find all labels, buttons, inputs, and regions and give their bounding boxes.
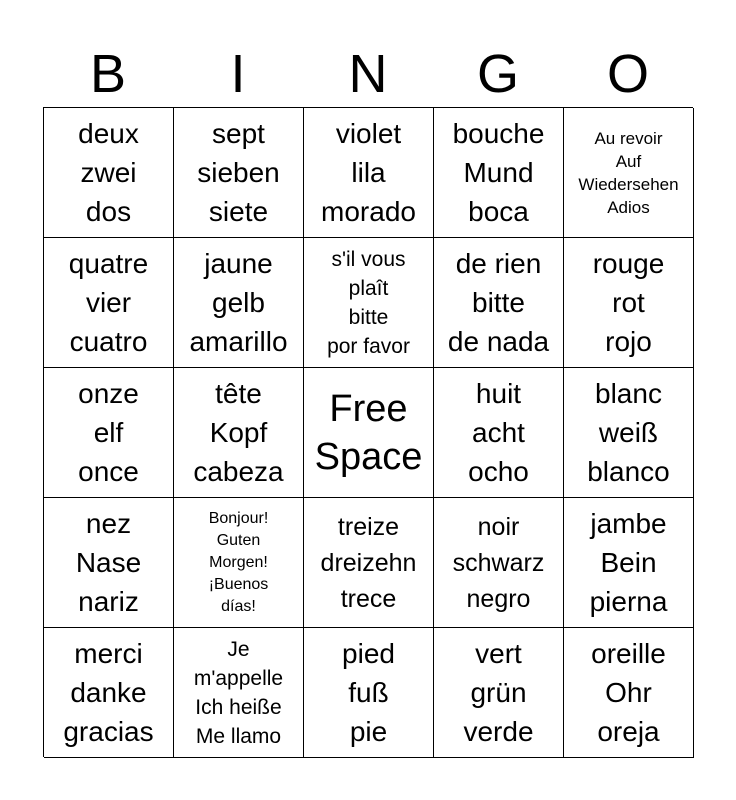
bingo-cell[interactable] [44,108,174,238]
bingo-cell-text: merci danke gracias [63,638,154,747]
bingo-cell-text: Au revoir Auf Wiedersehen Adios [578,128,679,217]
bingo-cell[interactable] [434,628,564,758]
bingo-cell-text: deux zwei dos [78,118,139,227]
bingo-cell[interactable] [564,368,694,498]
bingo-cell[interactable] [434,238,564,368]
bingo-header [43,42,693,106]
bingo-cell[interactable] [564,628,694,758]
bingo-cell[interactable] [564,238,694,368]
bingo-cell[interactable] [44,238,174,368]
bingo-cell[interactable] [44,368,174,498]
bingo-cell-text: huit acht ocho [468,378,529,487]
header-letter-b: B [89,44,127,104]
free-space-label: Free Space [314,387,423,478]
bingo-cell-text: noir schwarz negro [452,512,545,613]
bingo-cell-text: blanc weiß blanco [587,378,670,487]
bingo-cell-text: tête Kopf cabeza [193,378,284,487]
bingo-cell[interactable] [44,628,174,758]
bingo-cell[interactable] [434,498,564,628]
header-letter-o: O [606,44,649,104]
bingo-cell-text: jaune gelb amarillo [189,248,288,357]
bingo-cell[interactable] [44,498,174,628]
bingo-board [43,107,693,757]
bingo-cell[interactable] [174,368,304,498]
bingo-cell[interactable] [434,368,564,498]
bingo-cell-text: treize dreizehn trece [320,512,417,613]
bingo-cell[interactable] [174,238,304,368]
header-letter-i: I [230,44,246,104]
free-space-cell[interactable] [304,368,434,498]
bingo-cell-text: onze elf once [78,378,139,487]
bingo-cell[interactable] [304,108,434,238]
bingo-cell[interactable] [174,628,304,758]
bingo-cell-text: rouge rot rojo [592,248,665,357]
bingo-cell-text: Bonjour! Guten Morgen! ¡Buenos días! [208,509,269,615]
header-letter-n: N [348,44,388,104]
bingo-cell-text: sept sieben siete [197,118,280,227]
bingo-cell-text: violet lila morado [321,118,416,227]
bingo-cell-text: pied fuß pie [342,638,395,747]
bingo-cell-text: nez Nase nariz [75,508,142,617]
bingo-cell-text: quatre vier cuatro [68,248,149,357]
bingo-cell-text: de rien bitte de nada [447,248,550,357]
bingo-cell-text: vert grün verde [463,638,534,747]
bingo-cell[interactable] [304,498,434,628]
bingo-cell[interactable] [434,108,564,238]
bingo-cell[interactable] [304,628,434,758]
bingo-cell-text: jambe Bein pierna [589,508,668,617]
bingo-cell[interactable] [564,498,694,628]
bingo-cell-text: Je m'appelle Ich heiße Me llamo [193,637,284,748]
bingo-cell[interactable] [564,108,694,238]
bingo-cell-text: bouche Mund boca [452,118,545,227]
header-letter-g: G [476,44,519,104]
bingo-cell[interactable] [174,498,304,628]
bingo-cell-text: oreille Ohr oreja [591,638,666,747]
bingo-cell-text: s'il vous plaît bitte por favor [327,247,410,358]
bingo-cell[interactable] [304,238,434,368]
bingo-cell[interactable] [174,108,304,238]
